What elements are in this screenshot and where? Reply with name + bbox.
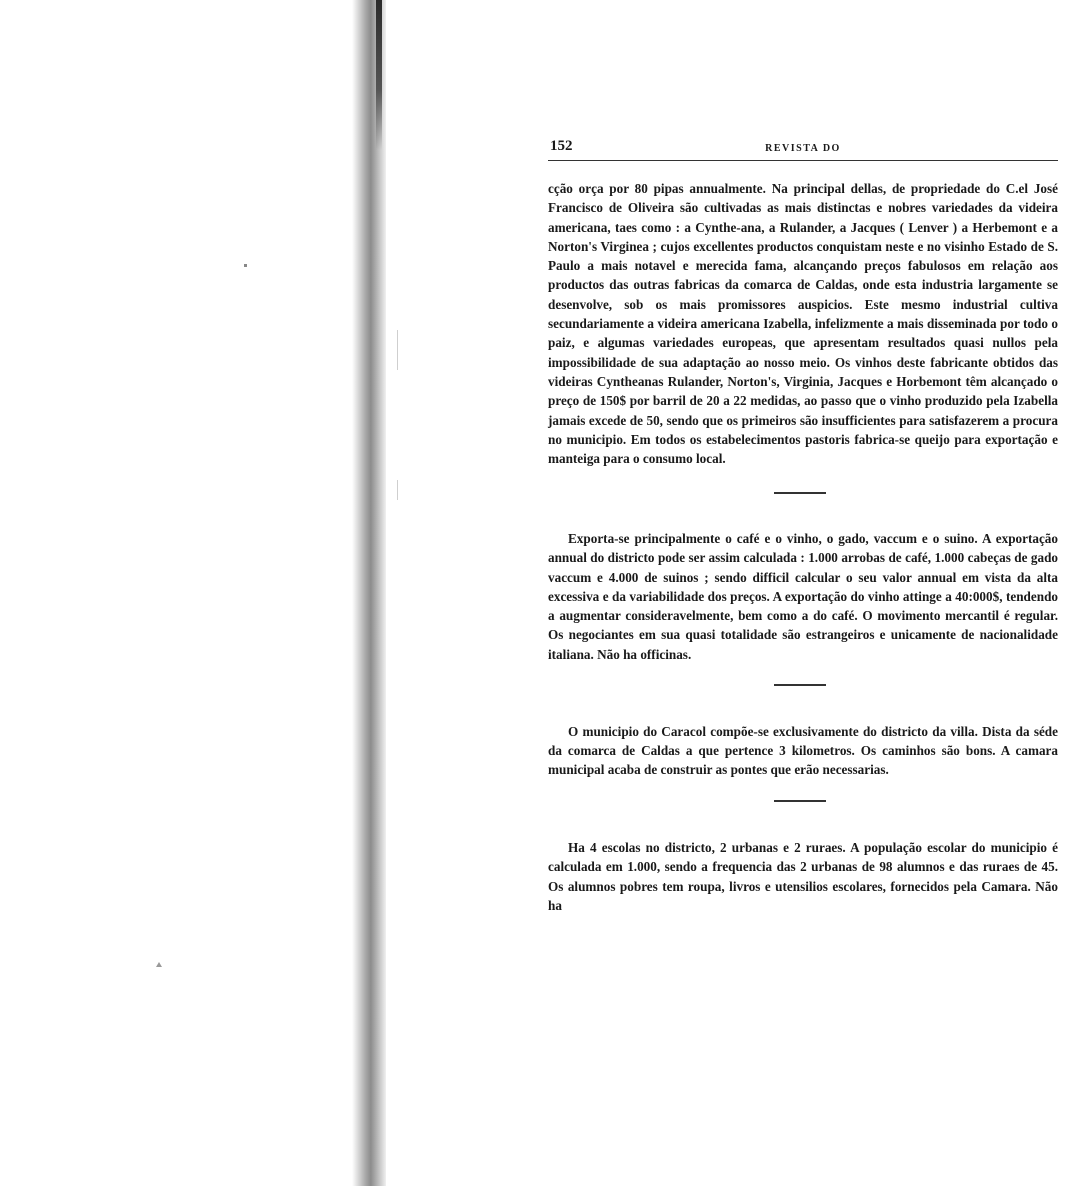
book-gutter-edge — [376, 0, 382, 150]
paragraph-schools: Ha 4 escolas no districto, 2 urbanas e 2 ruraes. A população escolar do municipio é calculada em 1.000, sendo a frequencia das 2 urbanas de 98 alumnos e das ruraes de 45. Os alumnos pobres tem roupa, livros e utensilios escolares, fornecidos pela Camara. Não ha — [548, 839, 1058, 913]
scan-speck — [156, 962, 162, 967]
running-head: REVISTA DO — [765, 143, 841, 154]
scan-artifact-line — [397, 480, 398, 500]
paragraph-exports: Exporta-se principalmente o café e o vinho, o gado, vaccum e o suino. A exportação annual do districto pode ser assim calculada : 1.000 arrobas de café, 1.000 cabeças de gado vaccum e 4.000 de suinos ; sendo difficil calcular o seu valor annual em vista da alta excessiva e da variabilidade dos preços. A exportação do vinho attinge a 40:000$, tendendo a augmentar consideravelmente, bem como a do café. O movimento mercantil é regular. Os negociantes em sua quasi totalidade são estrangeiros e unicamente de nacionalidade italiana. Não ha officinas. — [548, 530, 1058, 662]
paragraph-municipality: O municipio do Caracol compõe-se exclusivamente do districto da villa. Dista da séde da comarca de Caldas a que pertence 3 kilometros. Os caminhos são bons. A camara municipal acaba de construir as pontes que erão necessarias. — [548, 723, 1058, 778]
page-header — [548, 130, 1058, 161]
section-divider — [774, 492, 826, 494]
section-divider — [774, 684, 826, 686]
section-divider — [774, 800, 826, 802]
page-number: 152 — [550, 138, 573, 154]
scan-speck — [244, 264, 247, 267]
scan-artifact-line — [397, 330, 398, 370]
book-gutter-shadow — [352, 0, 386, 1186]
paragraph-wine-production: cção orça por 80 pipas annualmente. Na principal dellas, de propriedade do C.el José Francisco de Oliveira são cultivadas as mais distinctas e nobres variedades da videira americana, taes como : a Cynthe-ana, a Rulander, a Jacques ( Lenver ) a Herbemont e a Norton's Virginea ; cujos excellentes productos conquistam neste e no visinho Estado de S. Paulo a mais notavel e merecida fama, alcançando preços fabulosos em relação aos productos das outras fabricas da comarca de Caldas, onde esta industria largamente se desenvolve, sob os mais promissores auspicios. Este mesmo industrial cultiva secundariamente a videira americana Izabella, infelizmente a mais disseminada por todo o paiz, e algumas variedades europeas, que apresentam resultados quasi nullos pela impossibilidade de sua adaptação ao nosso meio. Os vinhos deste fabricante obtidos das videiras Cyntheanas Rulander, Norton's, Virginia, Jacques e Horbemont têm alcançado o preço de 150$ por barril de 20 a 22 medidas, ao passo que o vinho produzido pela Izabella jamais excede de 50, sendo que os primeiros são insufficientes para satisfazerem a procura no municipio. Em todos os estabelecimentos pastoris fabrica-se queijo para exportação e manteiga para o consumo local. — [548, 181, 1058, 467]
book-page — [548, 130, 1058, 915]
